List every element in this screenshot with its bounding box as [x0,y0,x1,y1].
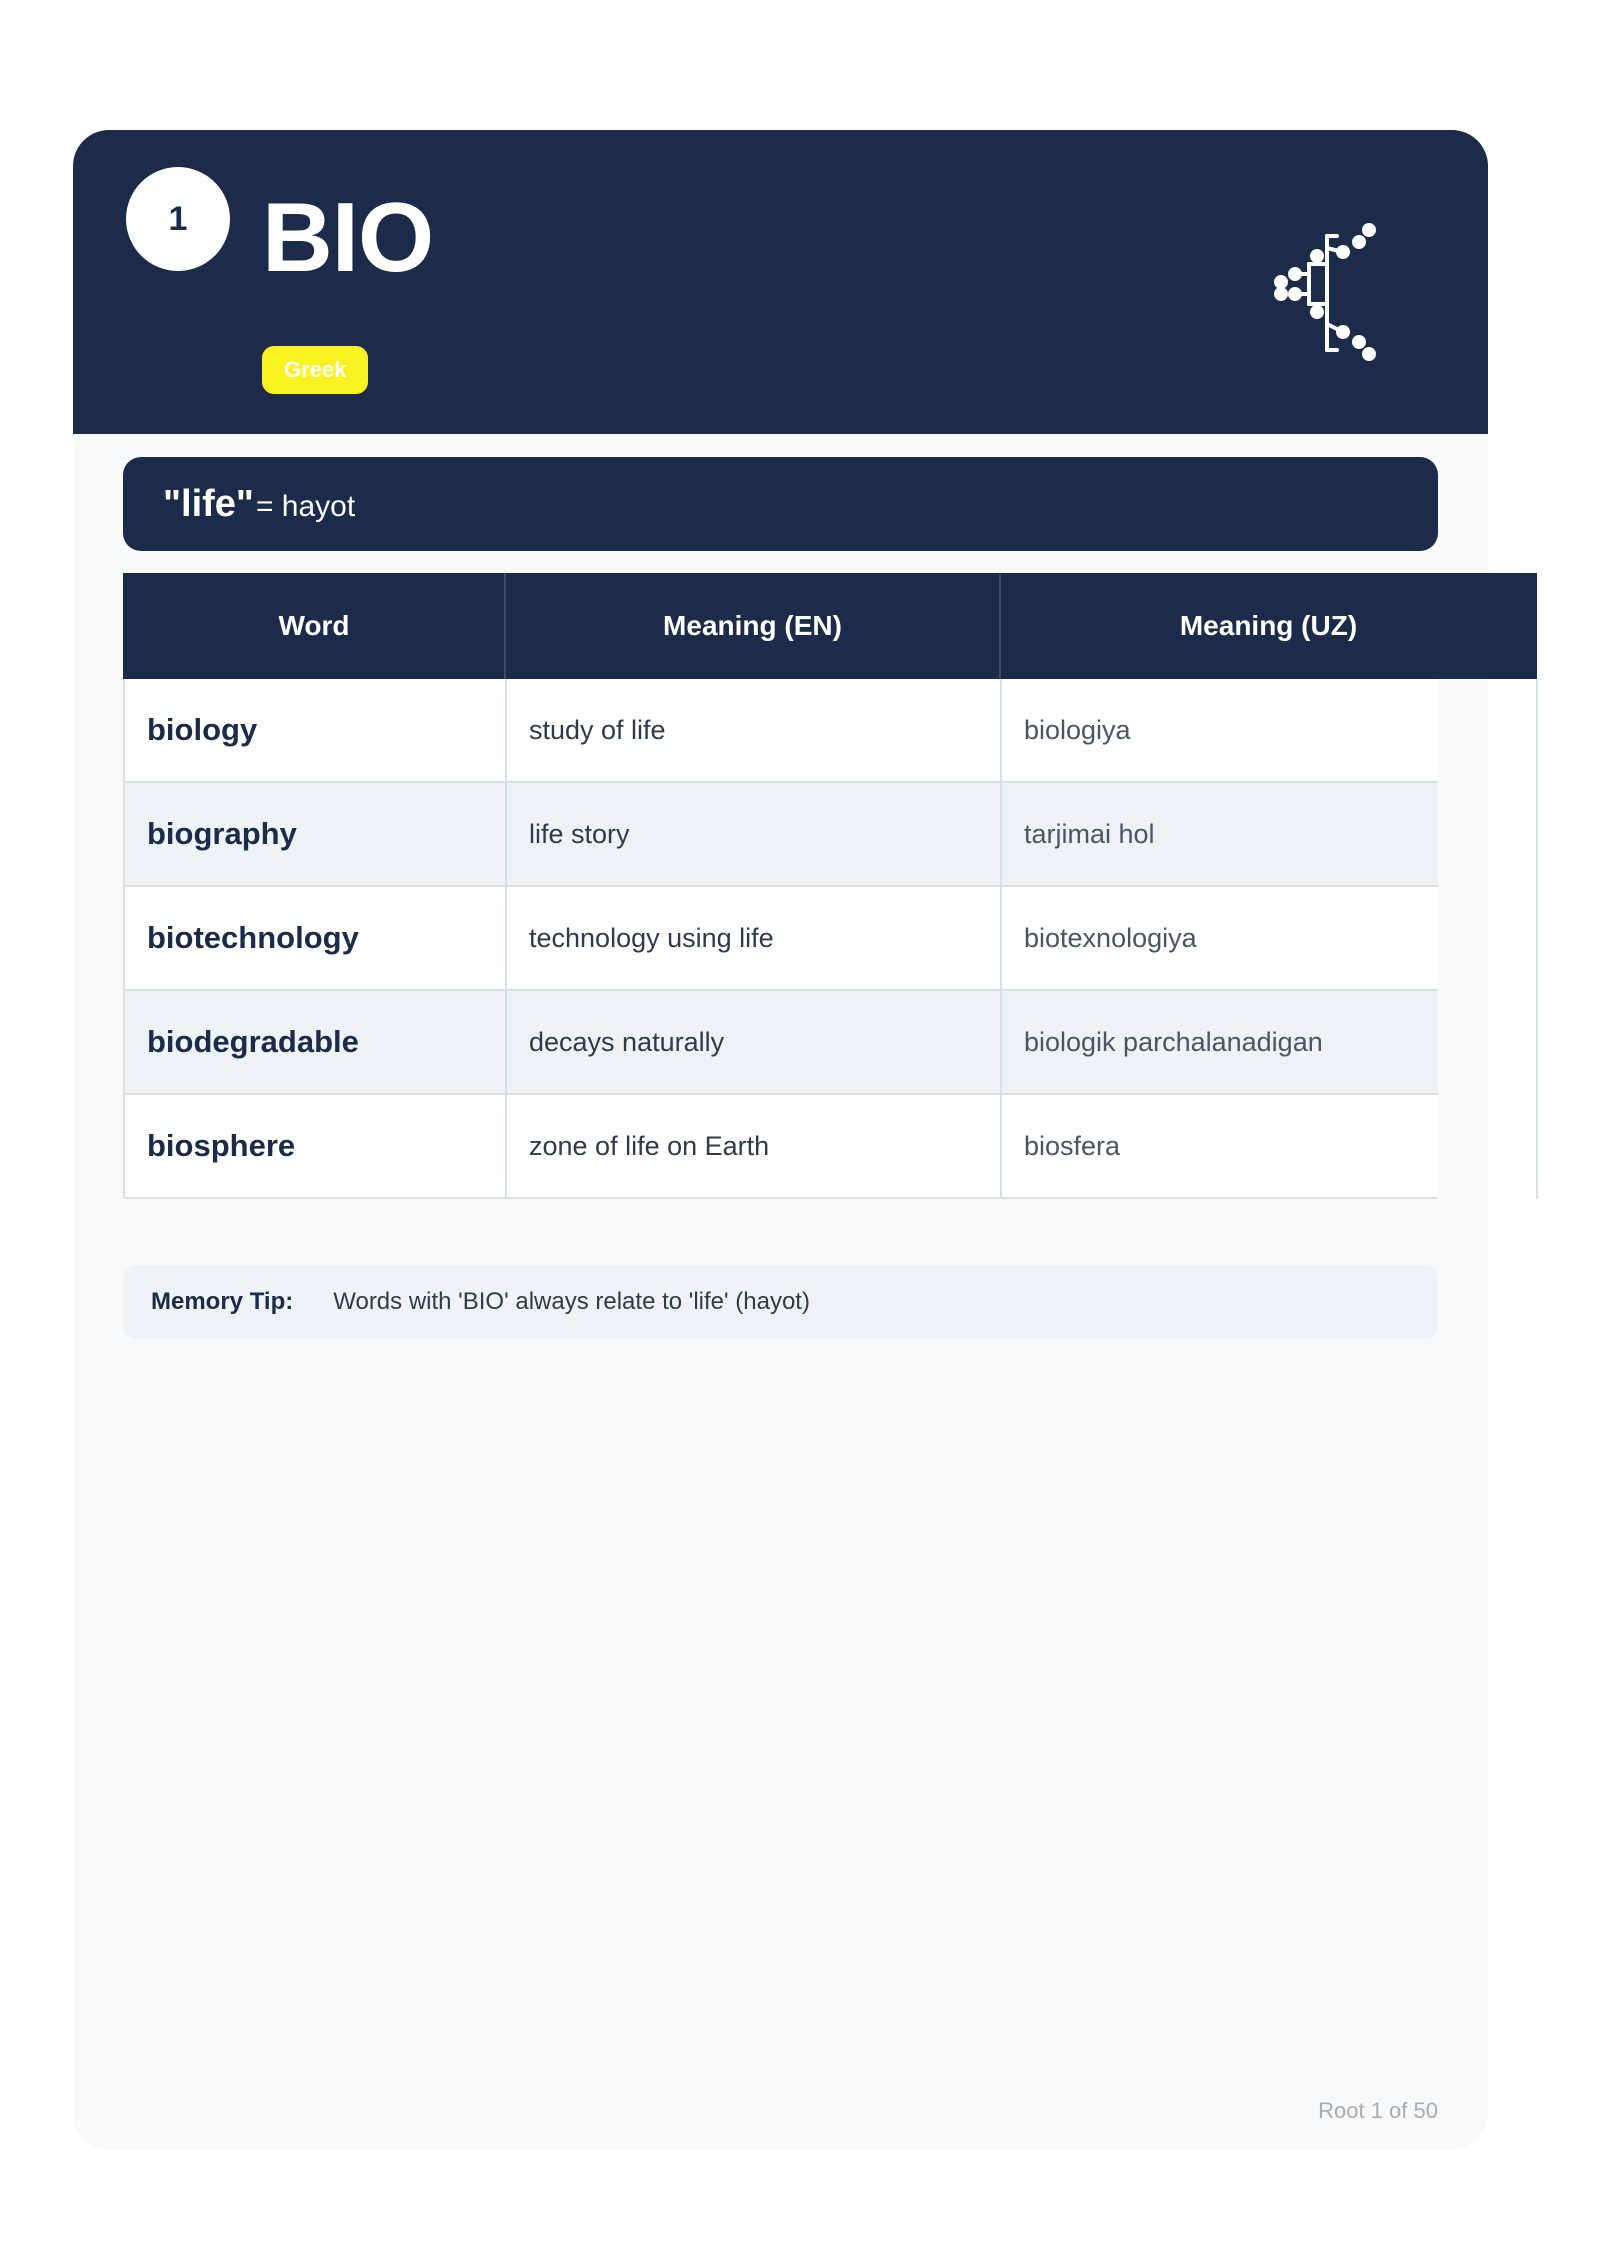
memory-tip-text: Words with 'BIO' always relate to 'life' (hayot) [333,1288,810,1315]
card-header [73,130,1488,434]
table-row [123,783,1438,887]
tree-branch-icon [1273,222,1383,362]
word-cell: biography [123,783,505,885]
table-header [123,573,1537,679]
memory-tip-label: Memory Tip: [151,1288,294,1315]
meaning-uz-cell: biosfera [1000,1095,1438,1197]
word-cell: biosphere [123,1095,505,1197]
meaning-en-cell: life story [505,783,1000,885]
meaning-uz-cell: biotexnologiya [1000,887,1438,989]
meaning-en-cell: technology using life [505,887,1000,989]
word-cell: biodegradable [123,991,505,1093]
word-cell: biotechnology [123,887,505,989]
meaning-uzbek: = hayot [255,490,356,523]
meaning-uz-cell: biologiya [1000,679,1438,781]
meaning-en-cell: decays naturally [505,991,1000,1093]
meaning-uz-cell: biologik parchalanadigan [1000,991,1438,1093]
memory-tip-box [123,1265,1438,1339]
table-row [123,1095,1438,1199]
meaning-english: "life" [163,482,254,525]
origin-badge: Greek [262,346,368,394]
table-body [123,679,1438,1199]
table-row [123,887,1438,991]
word-cell: biology [123,679,505,781]
meaning-en-cell: study of life [505,679,1000,781]
column-header-meaning-en: Meaning (EN) [663,610,842,641]
table-right-border [1536,679,1538,1199]
root-number-badge: 1 [126,167,230,271]
table-row [123,679,1438,783]
meaning-uz-cell: tarjimai hol [1000,783,1438,885]
table-row [123,991,1438,1095]
page-counter: Root 1 of 50 [1318,2098,1438,2123]
column-header-word: Word [278,610,350,641]
root-card [73,130,1488,2150]
column-header-meaning-uz: Meaning (UZ) [1179,610,1358,641]
meaning-bar [123,457,1438,551]
meaning-en-cell: zone of life on Earth [505,1095,1000,1197]
root-title: BIO [262,182,434,292]
